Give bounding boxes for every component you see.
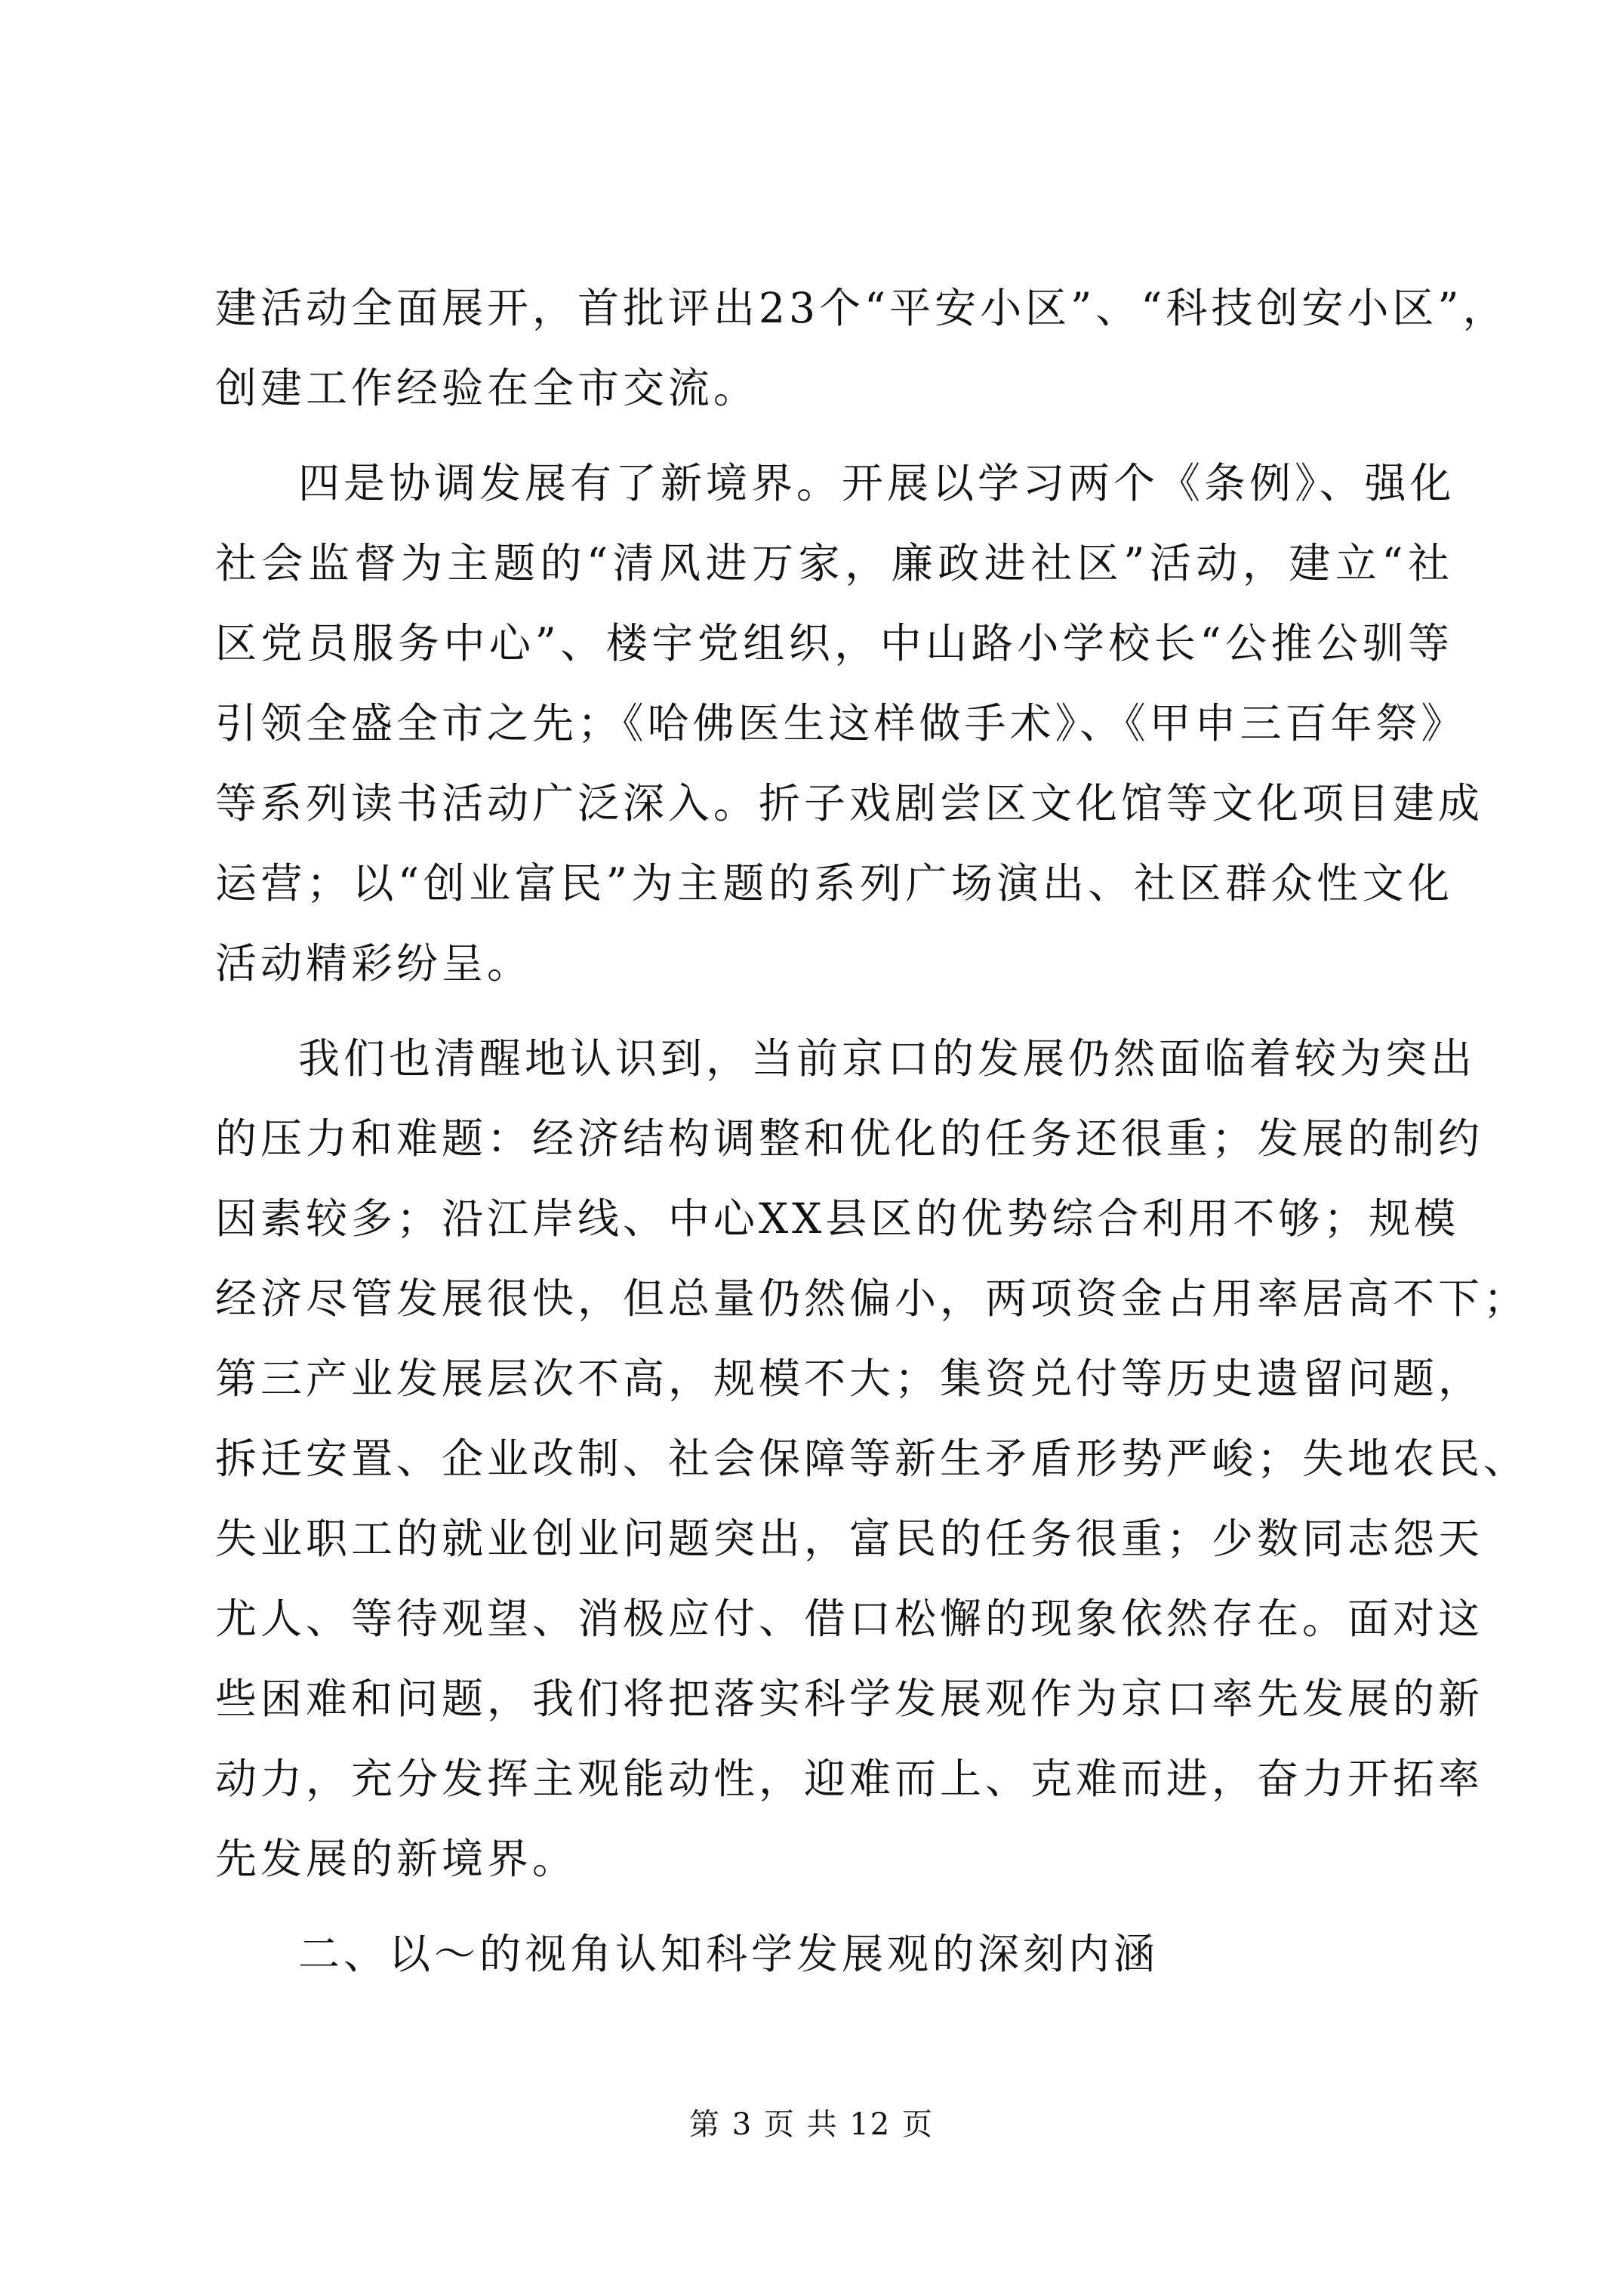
text-line: 因素较多；沿江岸线、中心XX县区的优势综合利用不够；规模: [215, 1194, 1460, 1243]
paragraph-challenges: [215, 1019, 1529, 1899]
text-line: 尤人、等待观望、消极应付、借口松懈的现象依然存在。面对这: [215, 1595, 1484, 1643]
text-line: 失业职工的就业创业问题突出，富民的任务很重；少数同志怨天: [215, 1515, 1484, 1563]
text-line: 建活动全面展开，首批评出23个“平安小区”、“科技创安小区”，: [215, 284, 1508, 332]
text-line: 经济尽管发展很快，但总量仍然偏小，两项资金占用率居高不下；: [215, 1274, 1529, 1323]
paragraph-continued: [215, 268, 1508, 428]
text-line: 四是协调发展有了新境界。开展以学习两个《条例》、强化: [298, 459, 1455, 507]
text-line: 些困难和问题，我们将把落实科学发展观作为京口率先发展的新: [215, 1675, 1484, 1723]
section-heading: [215, 1914, 1453, 1994]
document-body: [215, 268, 1529, 2009]
text-line: 活动精彩纷呈。: [215, 939, 533, 988]
section-heading-text: 二、以～的视角认知科学发展观的深刻内涵: [298, 1930, 1160, 1978]
text-line: 社会监督为主题的“清风进万家，廉政进社区”活动，建立“社: [215, 539, 1453, 587]
text-line: 第三产业发展层次不高，规模不大；集资兑付等历史遗留问题，: [215, 1354, 1484, 1403]
text-line: 等系列读书活动广泛深入。折子戏剧尝区文化馆等文化项目建成: [215, 779, 1484, 827]
paragraph-coordinated-development: [215, 443, 1484, 1003]
text-line: 区党员服务中心”、楼宇党组织，中山路小学校长“公推公驯等: [215, 619, 1453, 667]
text-line: 运营；以“创业富民”为主题的系列广场演出、社区群众性文化: [215, 859, 1453, 908]
text-line: 引领全盛全市之先；《哈佛医生这样做手术》、《甲申三百年祭》: [215, 699, 1467, 747]
text-line: 拆迁安置、企业改制、社会保障等新生矛盾形势严峻；失地农民、: [215, 1435, 1529, 1483]
text-line: 先发展的新境界。: [215, 1835, 578, 1883]
page-number-label: 第 3 页 共 12 页: [689, 2107, 934, 2142]
page-footer: [0, 2100, 1623, 2143]
text-line: 创建工作经验在全市交流。: [215, 364, 759, 412]
text-line: 动力，充分发挥主观能动性，迎难而上、克难而进，奋力开拓率: [215, 1755, 1484, 1803]
text-line: 我们也清醒地认识到，当前京口的发展仍然面临着较为突出: [298, 1034, 1477, 1083]
text-line: 的压力和难题：经济结构调整和优化的任务还很重；发展的制约: [215, 1114, 1484, 1163]
